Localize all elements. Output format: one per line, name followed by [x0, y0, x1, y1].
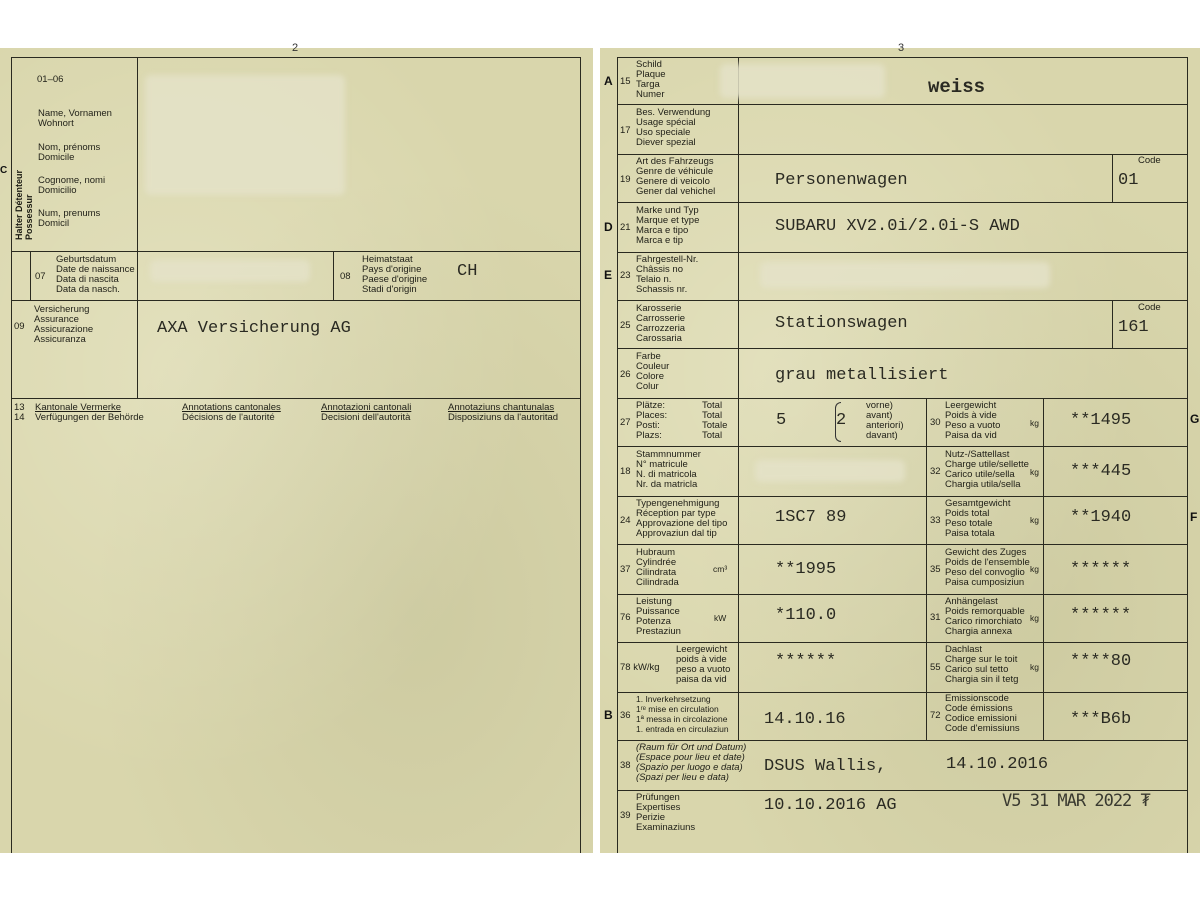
field-38-number: 38 [620, 760, 631, 771]
section-letter-f: F [1190, 510, 1198, 524]
field-36-number: 36 [620, 710, 631, 721]
towing-weight-unit: kg [1030, 613, 1039, 623]
power-unit: kW [714, 613, 727, 623]
field-17-number: 17 [620, 125, 631, 136]
displacement-unit: cm³ [713, 564, 728, 574]
insurance-value: AXA Versicherung AG [157, 319, 351, 338]
holder-name-label-fr: Nom, prénoms Domicile [38, 142, 101, 163]
field-08-number: 08 [340, 271, 351, 282]
power-label: Leistung Puissance Potenza Prestaziun [636, 596, 681, 637]
insurance-label: Versicherung Assurance Assicurazione Assicuranza [34, 304, 94, 345]
inspection-value: 10.10.2016 AG [764, 796, 897, 815]
holder-name-label-rm: Num, prenums Domicil [38, 208, 101, 229]
total-weight-value: **1940 [1070, 508, 1132, 527]
field-01-06-number: 01–06 [37, 74, 64, 85]
redacted-plate [720, 64, 885, 98]
holder-name-label: Name, Vornamen Wohnort [38, 108, 112, 129]
master-number-label: Stammnummer N° matricule N. di matricola Nr. da matricla [636, 449, 701, 490]
field-15-number: 15 [620, 76, 631, 87]
towing-weight-label: Anhängelast Poids remorquable Carico rimorchiato Chargia annexa [945, 596, 1025, 637]
body-code-label: Code [1138, 302, 1161, 313]
field-19-number: 19 [620, 174, 631, 185]
train-weight-value: ****** [1070, 560, 1132, 579]
date-value: 14.10.2016 [946, 755, 1049, 774]
field-76-number: 76 [620, 612, 631, 623]
vehicle-type-code-label: Code [1138, 155, 1161, 166]
color-value: grau metallisiert [775, 366, 949, 385]
type-approval-value: 1SC7 89 [775, 508, 847, 527]
holder-section-letter: C [0, 165, 8, 176]
body-code: 161 [1118, 318, 1149, 337]
train-weight-unit: kg [1030, 564, 1039, 574]
cantonal-label-rm: Annotaziuns chantunalas Disposiziuns da l'autoritad [448, 402, 559, 423]
displacement-label: Hubraum Cylindrée Cilindrata Cilindrada [636, 547, 679, 588]
section-letter-e: E [604, 268, 613, 282]
field-23-number: 23 [620, 270, 631, 281]
cantonal-label-it: Annotazioni cantonali Decisioni dell'autorità [321, 402, 412, 423]
field-72-number: 72 [930, 710, 941, 721]
seats-label: Plätze: Places: Posti: Plazs: [636, 400, 668, 441]
total-weight-label: Gesamtgewicht Poids total Peso totale Paisa totala [945, 498, 1011, 539]
field-78-number: 78 kW/kg [620, 662, 660, 673]
redacted-birthdate [150, 260, 310, 282]
redacted-holder [145, 75, 345, 195]
roof-load-label: Dachlast Charge sur le toit Carico sul tetto Chargia sin il tetg [945, 644, 1019, 685]
payload-label: Nutz-/Sattellast Charge utile/sellette Carico utile/sella Chargia utila/sella [945, 449, 1029, 490]
field-21-number: 21 [620, 222, 631, 233]
displacement-value: **1995 [775, 560, 837, 579]
cantonal-label-fr: Annotations cantonales Décisions de l'autorité [182, 402, 281, 423]
towing-weight-value: ****** [1070, 606, 1132, 625]
empty-weight-unit: kg [1030, 418, 1039, 428]
payload-value: ***445 [1070, 462, 1132, 481]
roof-load-unit: kg [1030, 662, 1039, 672]
page-number-right: 3 [898, 42, 905, 54]
holder-side-label: Halter Détenteur Possessur [14, 169, 34, 240]
plate-label: Schild Plaque Targa Numer [636, 59, 666, 100]
field-07-number: 07 [35, 271, 46, 282]
seats-front-label: vorne) avant) anteriori) davant) [866, 400, 904, 441]
plate-value: weiss [928, 76, 986, 98]
color-label: Farbe Couleur Colore Colur [636, 351, 670, 392]
seats-value: 5 [776, 411, 787, 430]
emission-code-label: Emissionscode Code émissions Codice emissioni Code d'emissiuns [945, 693, 1020, 734]
emission-code-value: ***B6b [1070, 710, 1132, 729]
origin-label: Heimatstaat Pays d'origine Paese d'origine Stadi d'origin [362, 254, 428, 295]
field-30-number: 30 [930, 417, 941, 428]
field-33-number: 33 [930, 515, 941, 526]
birthdate-label: Geburtsdatum Date de naissance Data di nascita Data da nasch. [56, 254, 135, 295]
vehicle-type-label: Art des Fahrzeugs Genre de véhicule Genere di veicolo Gener dal vehichel [636, 156, 716, 197]
train-weight-label: Gewicht des Zuges Poids de l'ensemble Peso del convoglio Paisa cumposiziun [945, 547, 1030, 588]
field-25-number: 25 [620, 320, 631, 331]
roof-load-value: ****80 [1070, 652, 1132, 671]
body-value: Stationswagen [775, 314, 908, 333]
power-value: *110.0 [775, 606, 837, 625]
type-approval-label: Typengenehmigung Réception par type Approvazione del tipo Approvaziun dal tip [636, 498, 728, 539]
page-number-left: 2 [292, 42, 299, 54]
first-registration-label: 1. Inverkehrsetzung 1ʳᵉ mise en circulation 1ª messa in circolazione 1. entrada en circulaziun [636, 694, 729, 734]
empty-weight-value: **1495 [1070, 411, 1132, 430]
first-registration-value: 14.10.16 [764, 710, 846, 729]
place-date-label: (Raum für Ort und Datum) (Espace pour lieu et date) (Spazio per luogo e data) (Spazi per lieu e data) [636, 742, 747, 783]
make-type-label: Marke und Typ Marque et type Marca e tipo Marca e tip [636, 205, 700, 246]
cantonal-numbers: 13 14 [14, 402, 25, 423]
field-09-number: 09 [14, 321, 25, 332]
seats-total-label: Total Total Totale Total [702, 400, 728, 441]
section-letter-g: G [1190, 412, 1200, 426]
section-letter-b: B [604, 708, 613, 722]
total-weight-unit: kg [1030, 515, 1039, 525]
section-letter-d: D [604, 220, 613, 234]
chassis-label: Fahrgestell-Nr. Châssis no Telaio n. Schassis nr. [636, 254, 699, 295]
field-27-number: 27 [620, 417, 631, 428]
power-weight-ratio-value: ****** [775, 652, 837, 671]
seats-front-value: 2 [836, 411, 847, 430]
field-26-number: 26 [620, 369, 631, 380]
place-value: DSUS Wallis, [764, 757, 887, 776]
origin-value: CH [457, 262, 478, 281]
cantonal-label-de: Kantonale Vermerke Verfügungen der Behörde [35, 402, 144, 423]
special-use-label: Bes. Verwendung Usage spécial Uso speciale Diever spezial [636, 107, 711, 148]
inspections-label: Prüfungen Expertises Perizie Examinaziuns [636, 792, 696, 833]
field-39-number: 39 [620, 810, 631, 821]
vehicle-type-code: 01 [1118, 171, 1139, 190]
field-18-number: 18 [620, 466, 631, 477]
field-37-number: 37 [620, 564, 631, 575]
redacted-master-number [755, 460, 905, 482]
make-type-value: SUBARU XV2.0i/2.0i-S AWD [775, 217, 1020, 236]
body-label: Karosserie Carrosserie Carrozzeria Carossaria [636, 303, 686, 344]
field-24-number: 24 [620, 515, 631, 526]
power-weight-ratio-label: Leergewicht poids à vide peso a vuoto paisa da vid [676, 644, 731, 685]
field-35-number: 35 [930, 564, 941, 575]
section-letter-a: A [604, 74, 613, 88]
field-32-number: 32 [930, 466, 941, 477]
empty-weight-label: Leergewicht Poids à vide Peso a vuoto Paisa da vid [945, 400, 1001, 441]
holder-name-label-it: Cognome, nomi Domicilio [38, 175, 106, 196]
inspection-stamp: V5 31 MAR 2022 ₮ [1002, 791, 1150, 811]
vehicle-type-value: Personenwagen [775, 171, 908, 190]
payload-unit: kg [1030, 467, 1039, 477]
redacted-chassis [760, 262, 1050, 288]
field-31-number: 31 [930, 612, 941, 623]
field-55-number: 55 [930, 662, 941, 673]
